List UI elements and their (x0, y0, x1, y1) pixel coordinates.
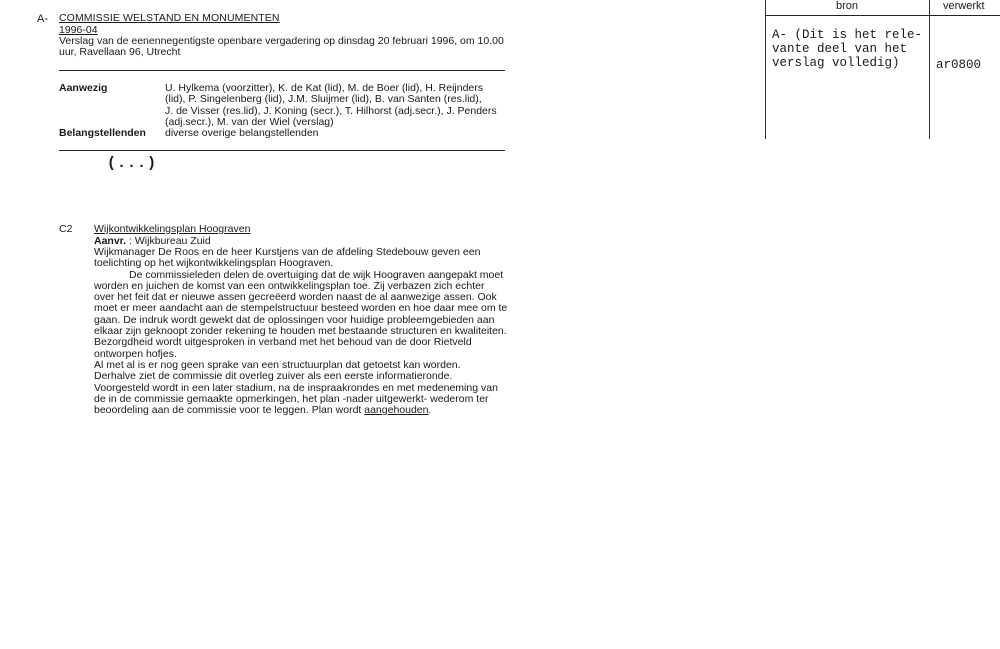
final-line-text: beoordeling aan de commissie voor te leggen. Plan wordt (94, 404, 365, 417)
present-list (165, 83, 497, 128)
divider-bottom (59, 150, 505, 151)
present-line: J. de Visser (res.lid), J. Koning (secr.), T. Hilhorst (adj.secr.), J. Penders (165, 104, 497, 117)
present-line: (adj.secr.), M. van der Wiel (verslag) (165, 115, 334, 128)
meeting-number: 1996-04 (59, 24, 98, 36)
present-label: Aanwezig (59, 82, 108, 94)
body-line: elkaar zijn geknoopt zonder rekening te houden met bestaande structuren en kwaliteiten. (94, 325, 507, 338)
item-body (94, 247, 507, 416)
stakeholders-value: diverse overige belangstellenden (165, 127, 319, 139)
body-line: Voorgesteld wordt in een later stadium, na de inspraakrondes en met medeneming van (94, 381, 498, 394)
omission-mark: (...) (107, 155, 158, 172)
stamp-code: ar0800 (936, 58, 982, 72)
body-line: toelichting op het wijkontwikkelingsplan Hoograven. (94, 257, 334, 270)
column-source: bron (836, 0, 859, 12)
body-line-final (94, 405, 507, 416)
meeting-intro (59, 36, 504, 59)
stamp-note-line: vante deel van het (772, 42, 908, 56)
status-deferred: aangehouden (364, 404, 429, 417)
final-line-period: . (428, 404, 432, 417)
stamp-note (772, 28, 922, 70)
intro-line: Verslag van de eenennegentigste openbare vergadering op dinsdag 20 februari 1996, om 10.00 (59, 35, 504, 47)
body-line: moet er meer aandacht aan de stempelstructuur besteed worden en hoe daar mee om te (94, 302, 508, 315)
applicant-value: : Wijkbureau Zuid (129, 235, 211, 247)
item-title: Wijkontwikkelingsplan Hoograven (94, 223, 251, 235)
item-code: C2 (59, 223, 73, 235)
body-line: ontworpen hofjes. (94, 347, 177, 360)
stamp-divider (929, 0, 930, 139)
divider-top (59, 70, 505, 71)
column-processed: verwerkt (943, 0, 985, 12)
body-line: gaan. De indruk wordt gewekt dat de oplossingen voor huidige probleemgebieden aan (94, 313, 495, 326)
stamp-note-line: verslag volledig) (772, 56, 900, 70)
section-marker: A- (37, 13, 48, 25)
body-line: Al met al is er nog geen sprake van een structuurplan dat getoetst kan worden. (94, 358, 461, 371)
body-line: Derhalve ziet de commissie dit overleg zuiver als een eerste informatieronde. (94, 370, 453, 383)
organization-title: COMMISSIE WELSTAND EN MONUMENTEN (59, 12, 280, 24)
body-line: De commissieleden delen de overtuiging dat de wijk Hoograven aangepakt moet (129, 268, 504, 281)
body-line: over het feit dat er nieuwe assen gecreëerd worden naast de al aanwezige assen. Ook (94, 291, 497, 304)
intro-line: uur, Ravellaan 96, Utrecht (59, 46, 181, 59)
stamp-border-left (765, 0, 766, 139)
applicant-label: Aanvr. (94, 235, 127, 247)
body-line: worden en juichen de komst van een ontwikkelingsplan toe. Zij verbazen zich echter (94, 279, 485, 292)
body-line: de in de commissie gemaakte opmerkingen, het plan -nader uitgewerkt- wederom ter (94, 392, 489, 405)
body-line: Wijkmanager De Roos en de heer Kurstjens van de afdeling Stedebouw geven een (94, 246, 481, 258)
present-line: U. Hylkema (voorzitter), K. de Kat (lid), M. de Boer (lid), H. Reijnders (165, 82, 484, 94)
stamp-header-rule (765, 15, 1000, 16)
stamp-note-line: A- (Dit is het rele- (772, 28, 923, 42)
stakeholders-label: Belangstellenden (59, 127, 146, 139)
body-line: Bezorgdheid wordt uitgesproken in verband met het behoud van de door Rietveld (94, 336, 472, 349)
present-line: (lid), P. Singelenberg (lid), J.M. Sluijmer (lid), B. van Santen (res.lid), (165, 93, 482, 106)
